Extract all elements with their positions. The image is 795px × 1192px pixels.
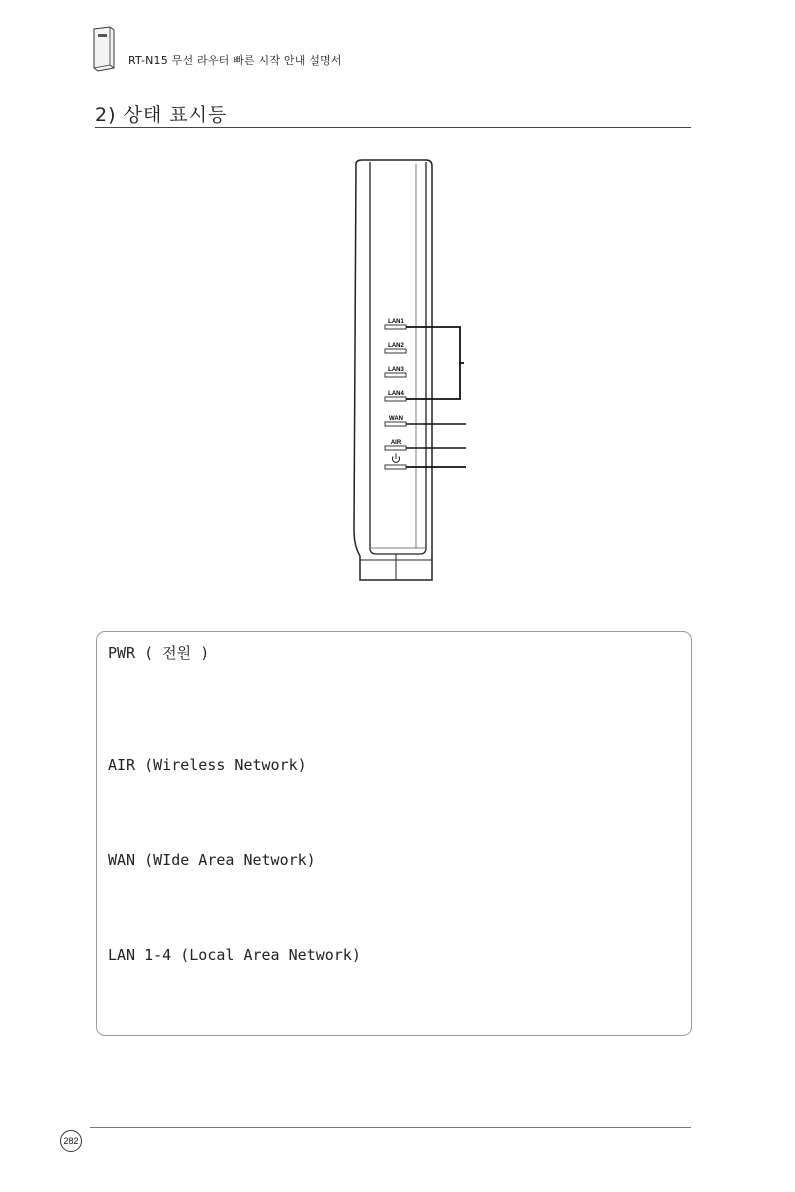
router-logo-icon (90, 26, 116, 72)
led-label-lan3: LAN3 (388, 367, 404, 373)
led-lan2 (385, 349, 406, 353)
led-label-lan1: LAN1 (388, 319, 404, 325)
section-divider (95, 127, 691, 128)
led-lan4 (385, 397, 406, 401)
led-air (385, 446, 406, 450)
led-pwr (385, 465, 406, 469)
entry-title-air: AIR (Wireless Network) (108, 756, 307, 774)
led-lan3 (385, 373, 406, 377)
router-front-illustration (340, 150, 490, 590)
section-title: 2) 상태 표시등 (95, 104, 228, 126)
led-wan (385, 422, 406, 426)
footer-divider (90, 1127, 691, 1128)
led-label-air: AIR (390, 440, 402, 446)
led-label-wan: WAN (389, 416, 403, 422)
page-number: 282 (60, 1130, 82, 1152)
led-lan1 (385, 325, 406, 329)
led-label-lan2: LAN2 (388, 343, 404, 349)
entry-title-lan: LAN 1-4 (Local Area Network) (108, 946, 361, 964)
power-icon (392, 454, 399, 463)
entry-title-pwr: PWR ( 전원 ) (108, 644, 210, 662)
lan-bracket-callout (406, 327, 464, 399)
document-title: RT-N15 무선 라우터 빠른 시작 안내 설명서 (128, 54, 342, 67)
led-info-box (96, 631, 692, 1036)
led-label-lan4: LAN4 (388, 391, 404, 397)
entry-title-wan: WAN (WIde Area Network) (108, 851, 316, 869)
